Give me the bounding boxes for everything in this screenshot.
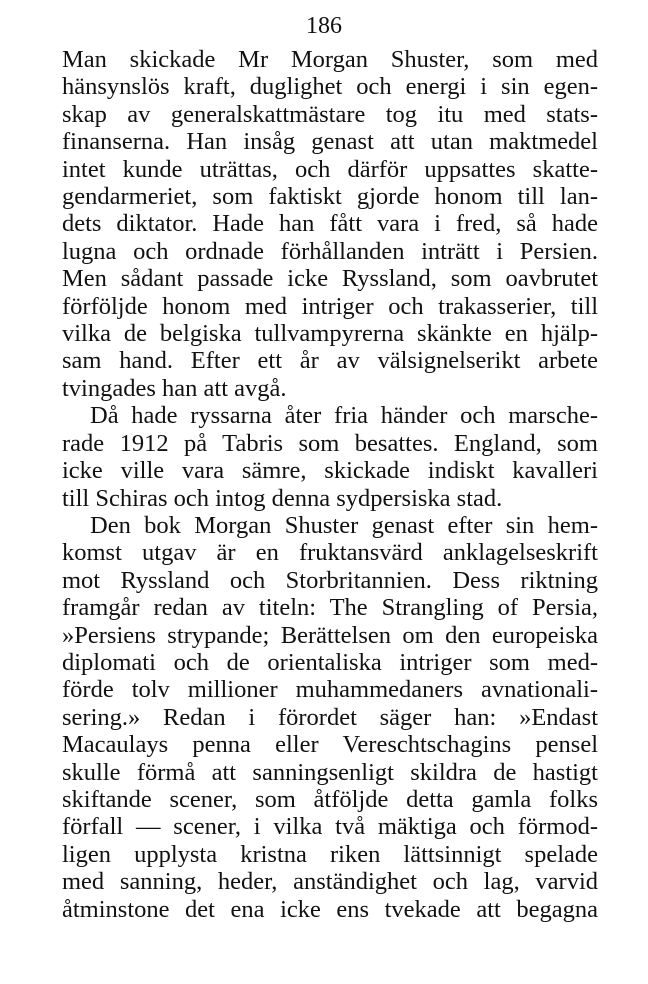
text-line: skiftande scener, som åtföljde detta gamla folks <box>62 785 598 813</box>
text-line: lugna och ordnade förhållanden inträtt i Persien. <box>62 237 598 265</box>
text-line: vilka de belgiska tullvampyrerna skänkte en hjälp- <box>62 320 598 348</box>
text-line: förföljde honom med intriger och trakasserier, till <box>62 292 598 320</box>
text-line: förfall — scener, i vilka två mäktiga och förmod- <box>62 813 598 841</box>
text-line: icke ville vara sämre, skickade indiskt kavalleri <box>62 457 598 485</box>
paragraph-2 <box>62 402 598 512</box>
paragraph-1 <box>62 46 598 402</box>
text-line: till Schiras och intog denna sydpersiska stad. <box>62 484 503 512</box>
text-line: Den bok Morgan Shuster genast efter sin hem- <box>90 511 598 539</box>
text-line: Macaulays penna eller Vereschtschagins pensel <box>62 731 598 759</box>
text-line: intet kunde uträttas, och därför uppsattes skatte- <box>62 155 598 183</box>
text-line: förde tolv millioner muhammedaners avnationali- <box>62 676 598 704</box>
text-line: rade 1912 på Tabris som besattes. England, som <box>62 429 598 457</box>
text-line: ligen upplysta kristna riken lättsinnigt spelade <box>62 840 598 868</box>
text-line: åtminstone det ena icke ens tvekade att begagna <box>62 895 598 923</box>
text-line: sering.» Redan i förordet säger han: »Endast <box>62 703 598 731</box>
text-line: dets diktator. Hade han fått vara i fred, så hade <box>62 210 598 238</box>
text-line: diplomati och de orientaliska intriger som med- <box>62 648 598 676</box>
text-line: tvingades han att avgå. <box>62 374 287 402</box>
text-line: finanserna. Han insåg genast att utan maktmedel <box>62 128 598 156</box>
text-line: Men sådant passade icke Ryssland, som oavbrutet <box>62 265 598 293</box>
text-line: gendarmeriet, som faktiskt gjorde honom till lan- <box>62 183 598 211</box>
text-line: hänsynslös kraft, duglighet och energi i sin egen- <box>62 73 598 101</box>
page-number: 186 <box>306 13 342 39</box>
text-line: med sanning, heder, anständighet och lag, varvid <box>62 868 598 896</box>
text-line: Man skickade Mr Morgan Shuster, som med <box>62 46 598 73</box>
text-line: skap av generalskattmästare tog itu med stats- <box>62 100 598 128</box>
text-line: komst utgav är en fruktansvärd anklagelseskrift <box>62 539 598 567</box>
text-line: skulle förmå att sanningsenligt skildra de hastigt <box>62 758 598 786</box>
page-body <box>62 46 598 923</box>
text-line: framgår redan av titeln: The Strangling of Persia, <box>62 594 598 622</box>
text-line: Då hade ryssarna åter fria händer och marsche- <box>90 402 598 430</box>
paragraph-3 <box>62 512 598 923</box>
text-line: mot Ryssland och Storbritannien. Dess riktning <box>62 566 598 594</box>
text-line: sam hand. Efter ett år av välsignelserikt arbete <box>62 347 598 375</box>
text-line: »Persiens strypande; Berättelsen om den europeiska <box>62 621 598 649</box>
